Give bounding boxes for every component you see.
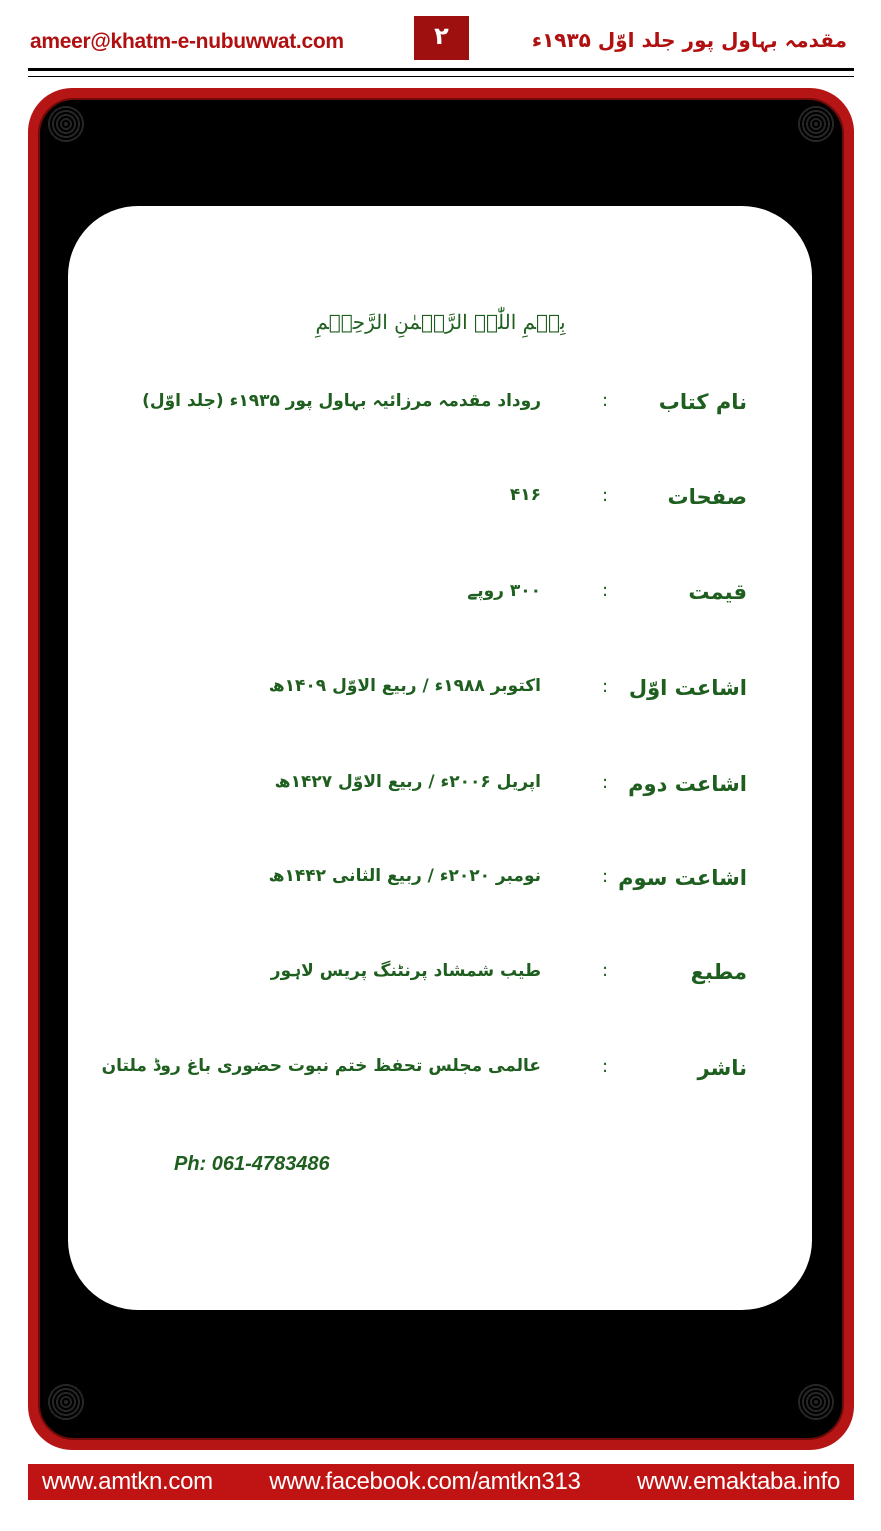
corner-ornament-bottom-left (46, 1382, 86, 1422)
row-separator: : (602, 772, 609, 793)
row-value: ۳۰۰ روپے (467, 581, 541, 601)
phone-number: Ph: 061-4783486 (174, 1153, 330, 1175)
info-row-first-edition (0, 676, 881, 726)
page-number: ۲ (414, 16, 469, 60)
row-label: اشاعت دوم (628, 772, 747, 796)
row-label: قیمت (688, 580, 747, 604)
row-value: ۴۱۶ (509, 485, 541, 505)
row-label: مطبع (690, 960, 747, 984)
info-row-second-edition (0, 772, 881, 822)
row-value: نومبر ۲۰۲۰ء / ربیع الثانی ۱۴۴۲ھ (268, 866, 541, 886)
footer-link-emaktaba[interactable]: www.emaktaba.info (636, 1468, 840, 1495)
row-value: طیب شمشاد پرنٹنگ پریس لاہور (270, 961, 541, 981)
corner-ornament-top-right (796, 104, 836, 144)
footer-bar (28, 1464, 854, 1500)
row-separator: : (602, 390, 609, 411)
row-separator: : (602, 960, 609, 981)
row-separator: : (602, 580, 609, 601)
info-row-title (0, 390, 881, 440)
corner-ornament-top-left (46, 104, 86, 144)
header-email[interactable]: ameer@khatm-e-nubuwwat.com (30, 30, 344, 53)
info-row-third-edition (0, 866, 881, 916)
footer-link-facebook[interactable]: www.facebook.com/amtkn313 (269, 1468, 581, 1495)
row-value: روداد مقدمہ مرزائیہ بہاول پور ۱۹۳۵ء (جلد اوّل) (142, 391, 541, 411)
header-rule-thick (28, 68, 854, 71)
info-row-printer (0, 960, 881, 1010)
footer-link-amtkn[interactable]: www.amtkn.com (42, 1468, 213, 1495)
row-separator: : (602, 485, 609, 506)
info-row-publisher (0, 1056, 881, 1106)
running-title: مقدمہ بہاول پور جلد اوّل ۱۹۳۵ء (531, 28, 847, 52)
row-label: اشاعت اوّل (628, 676, 747, 700)
corner-ornament-bottom-right (796, 1382, 836, 1422)
bismillah: بِسۡمِ اللّٰہِ الرَّحۡمٰنِ الرَّحِیۡمِ (315, 310, 566, 334)
row-separator: : (602, 676, 609, 697)
info-row-price (0, 580, 881, 630)
row-value: عالمی مجلس تحفظ ختم نبوت حضوری باغ روڈ ملتان (101, 1056, 541, 1076)
row-label: صفحات (667, 485, 747, 509)
info-card (68, 206, 812, 1310)
row-label: نام کتاب (658, 390, 747, 414)
row-value: اپریل ۲۰۰۶ء / ربیع الاوّل ۱۴۲۷ھ (274, 772, 541, 792)
info-row-pages (0, 485, 881, 535)
row-value: اکتوبر ۱۹۸۸ء / ربیع الاوّل ۱۴۰۹ھ (268, 676, 541, 696)
row-separator: : (602, 866, 609, 887)
header-rule-thin (28, 76, 854, 77)
row-separator: : (602, 1056, 609, 1077)
row-label: ناشر (697, 1056, 747, 1080)
row-label: اشاعت سوم (618, 866, 747, 890)
